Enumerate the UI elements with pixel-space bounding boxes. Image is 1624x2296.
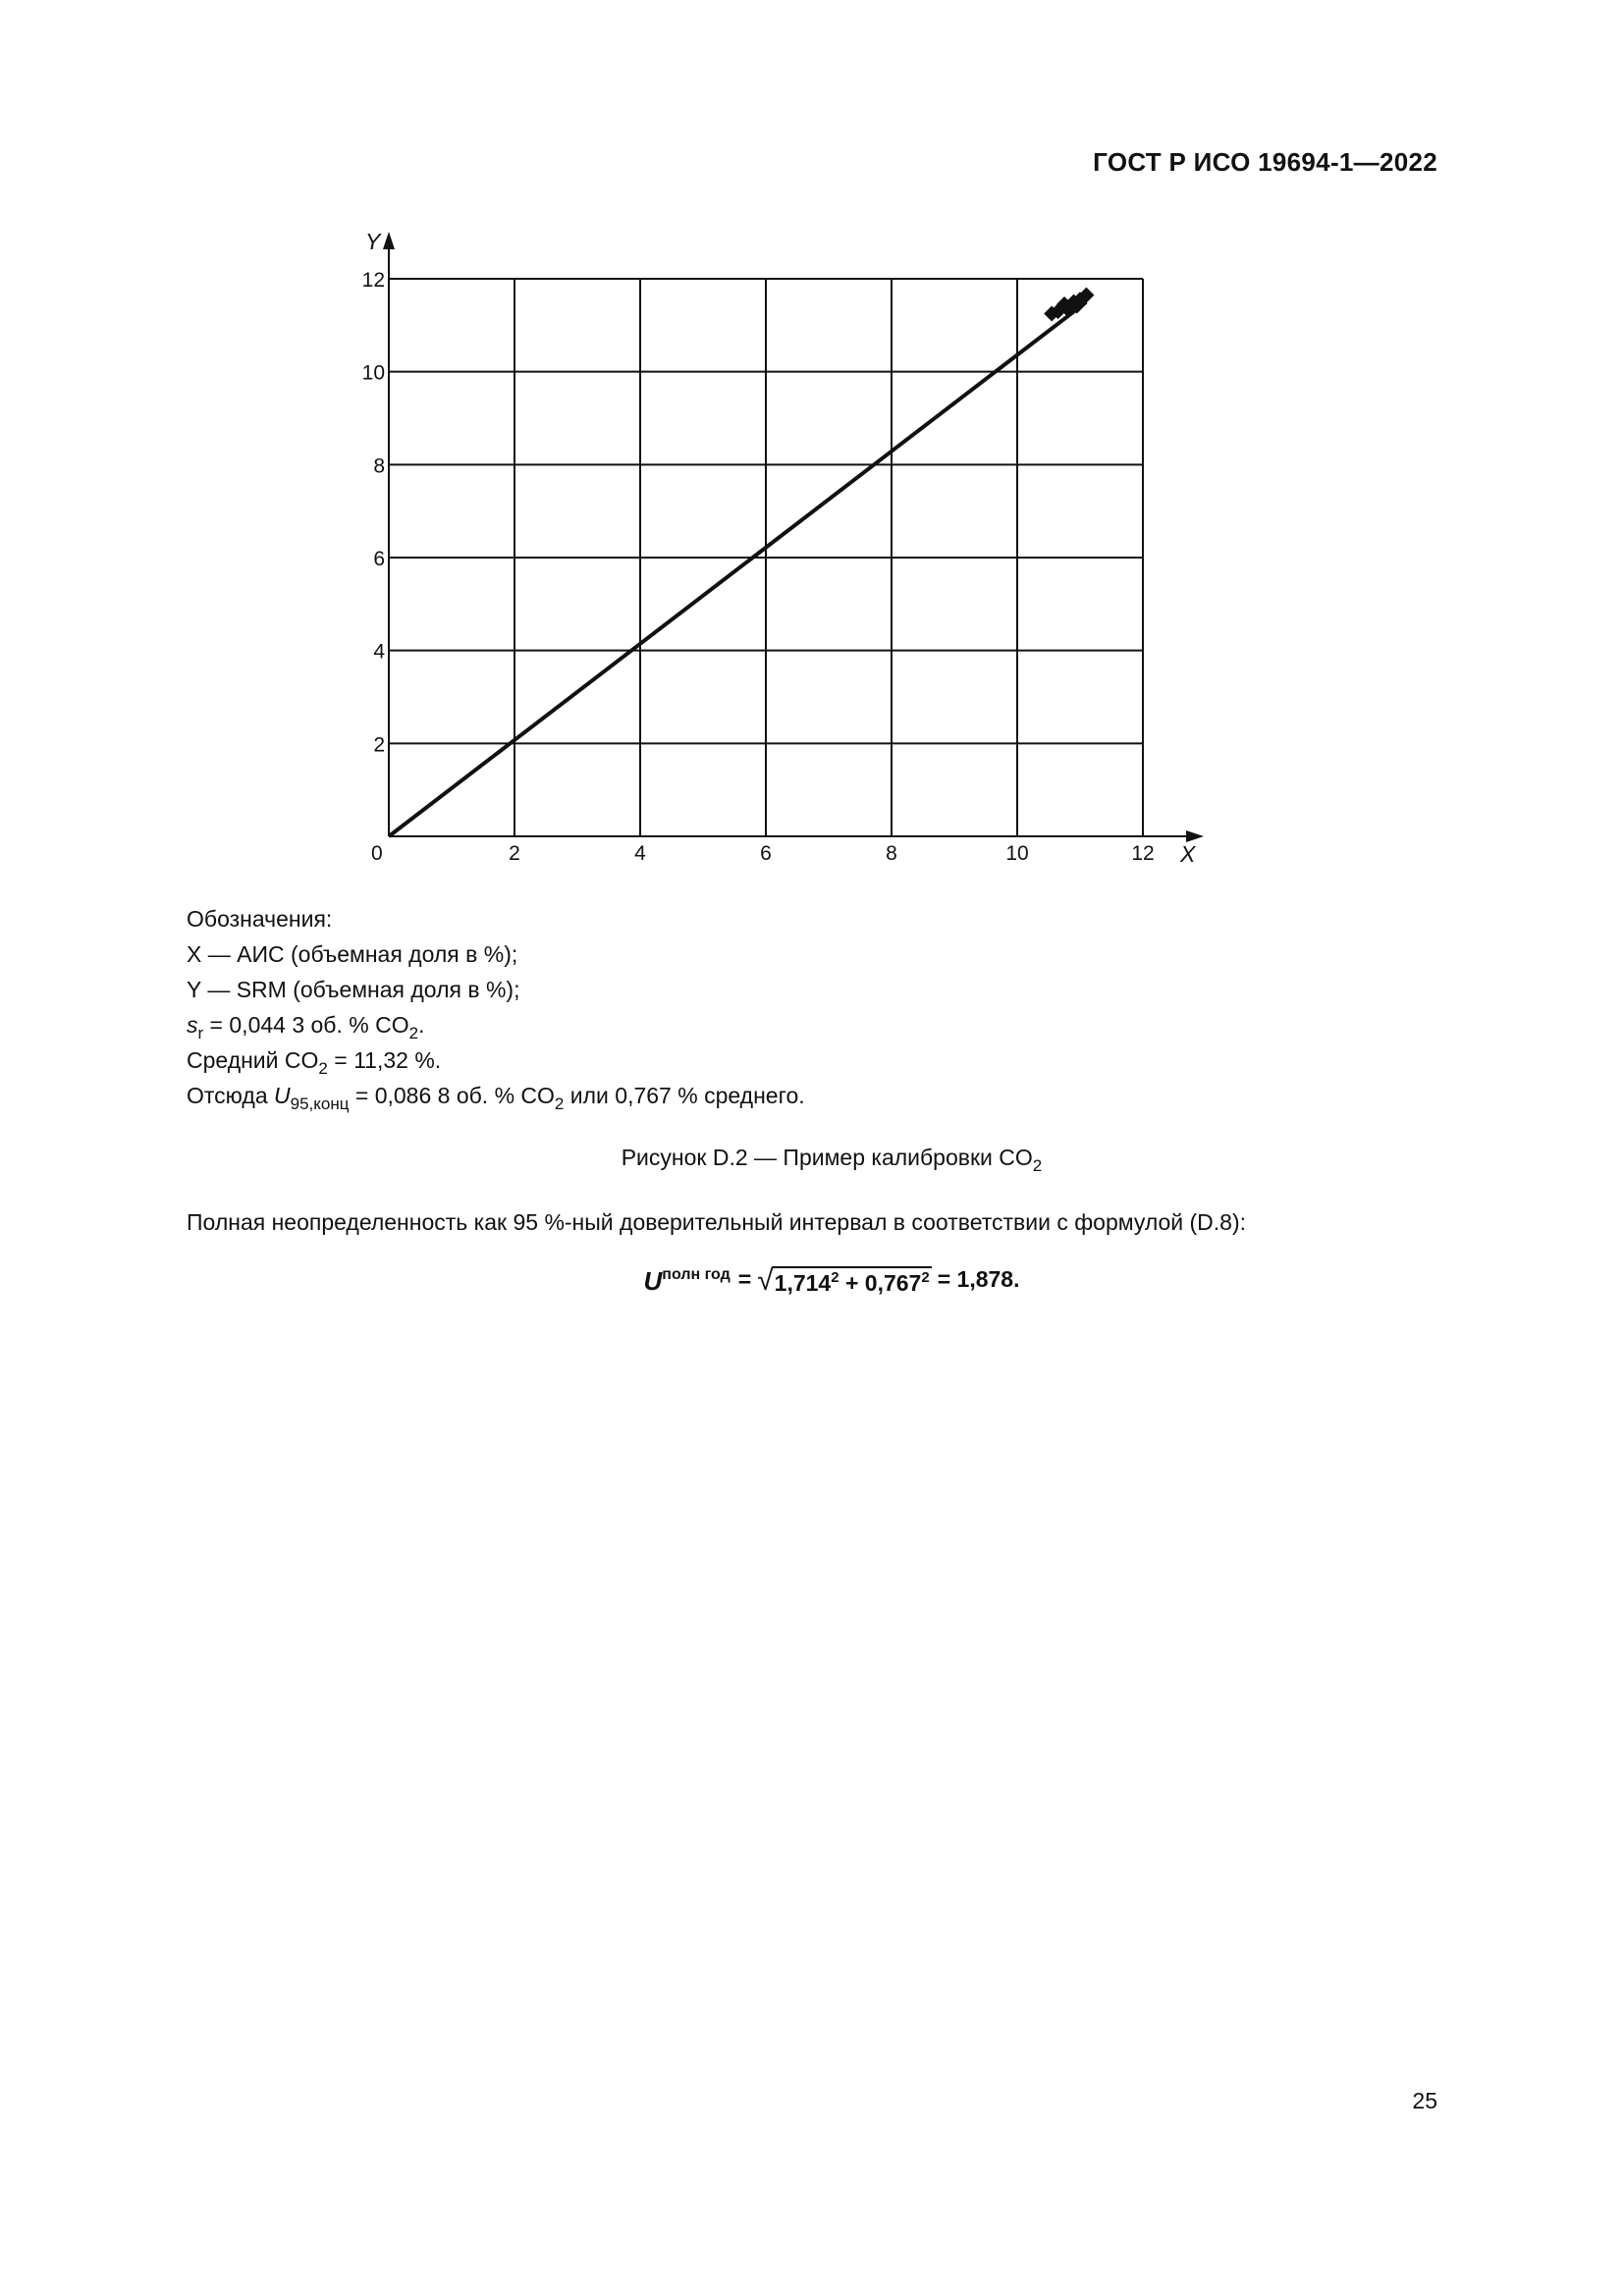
x-tick-label: 4 <box>634 842 646 865</box>
sqrt-sign: √ <box>757 1264 774 1297</box>
x-tick-label: 0 <box>371 842 383 865</box>
document-code: ГОСТ Р ИСО 19694-1—2022 <box>1093 147 1437 177</box>
formula-subscript: полн год <box>662 1266 731 1283</box>
x-tick-label: 8 <box>886 842 897 865</box>
legend-y-definition: Y — SRM (объемная доля в %); <box>187 977 520 1002</box>
legend-hence-line: Отсюда $U_{95,конц} = 0,086$ 8 об. % $CO_2$ или 0,767 % среднего. <box>187 1083 805 1113</box>
figure-caption: Рисунок D.2 — Пример калибровки $CO_2$ <box>621 1145 1043 1175</box>
y-tick-label: 2 <box>373 733 385 757</box>
y-axis-label: Y <box>365 229 381 254</box>
calibration-chart <box>334 221 1237 888</box>
page-number: 25 <box>1412 2088 1437 2113</box>
y-tick-label: 12 <box>361 269 385 292</box>
x-tick-label: 2 <box>509 842 520 865</box>
chart-axes <box>383 232 1204 842</box>
regression-line <box>389 302 1086 836</box>
formula-equals: = <box>737 1266 752 1292</box>
chart-tick-labels <box>362 229 1197 867</box>
legend-title: Обозначения: <box>187 906 333 932</box>
x-tick-label: 12 <box>1131 842 1155 865</box>
body-paragraph: Полная неопределенность как 95 %-ный доверительный интервал в соответствии с формулой (D.8): <box>187 1209 1247 1235</box>
x-tick-label: 6 <box>760 842 772 865</box>
formula-symbol: U <box>643 1266 663 1296</box>
legend-mean-line: Средний $CO_2 = 11,32$ %. <box>187 1047 442 1078</box>
y-tick-label: 6 <box>373 548 385 570</box>
legend-sr-line: $s_r = 0,044$ 3 об. % $CO_2$. <box>187 1012 425 1042</box>
legend-x-definition: X — АИС (объемная доля в %); <box>187 941 518 967</box>
y-tick-label: 8 <box>373 454 385 478</box>
figure-legend <box>187 901 805 1113</box>
y-axis-arrow-icon <box>383 232 395 249</box>
y-tick-label: 4 <box>373 640 385 664</box>
sqrt-radicand: $1,714^2 + 0,767^2$ <box>773 1266 932 1297</box>
chart-series <box>389 288 1094 836</box>
formula-sqrt <box>757 1266 932 1297</box>
formula-result: = 1,878. <box>937 1266 1020 1292</box>
uncertainty-formula <box>0 1266 1624 1297</box>
x-axis-label: X <box>1180 841 1196 867</box>
x-tick-label: 10 <box>1005 842 1029 865</box>
chart-grid <box>389 279 1143 836</box>
y-tick-label: 10 <box>361 361 385 385</box>
